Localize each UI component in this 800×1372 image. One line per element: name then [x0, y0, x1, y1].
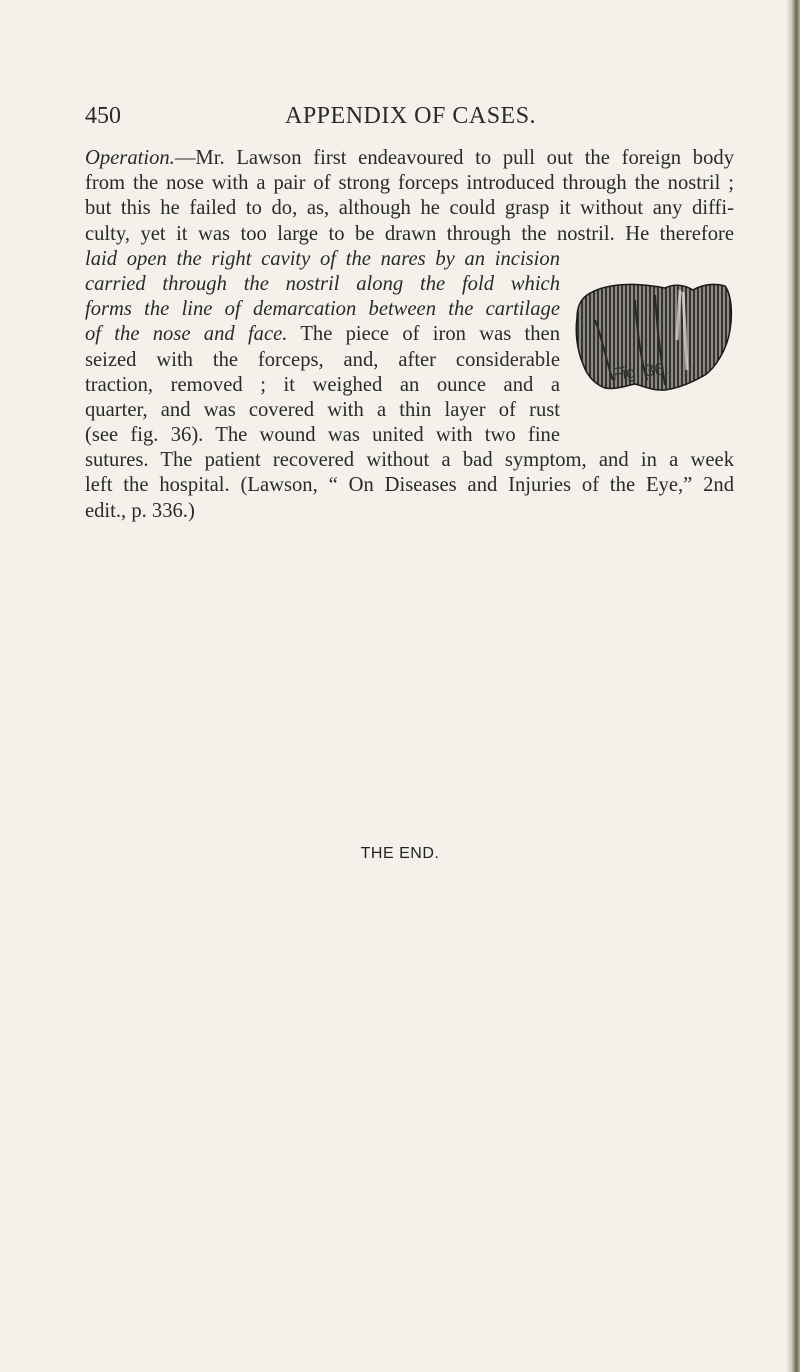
figure-iron-fragment — [565, 280, 745, 405]
text-line: (see fig. 36). The wound was united with two fine — [85, 424, 560, 447]
text-line: carried through the nostril along the fold which — [85, 272, 560, 295]
text-line: quarter, and was covered with a thin layer of rust — [85, 398, 560, 421]
text-line: left the hospital. (Lawson, “ On Diseases and Injuries of the Eye,” 2nd — [85, 474, 734, 497]
page-number: 450 — [85, 103, 121, 129]
text-line: culty, yet it was too large to be drawn through the nostril. He therefore — [85, 222, 734, 245]
text-line: but this he failed to do, as, although he could grasp it without any diffi- — [85, 197, 734, 220]
page-header — [85, 103, 725, 133]
running-title: APPENDIX OF CASES. — [285, 103, 537, 129]
text-line: seized with the forceps, and, after considerable — [85, 348, 560, 371]
text-line: from the nose with a pair of strong forceps introduced through the nostril ; — [85, 172, 734, 195]
text-line: laid open the right cavity of the nares by an incision — [85, 247, 560, 270]
text-line: Operation.—Mr. Lawson first endeavoured to pull out the foreign body — [85, 147, 734, 169]
text-line: edit., p. 336.) — [85, 499, 195, 522]
text-line: of the nose and face. The piece of iron was then — [85, 323, 560, 346]
page-edge-shadow — [786, 0, 800, 1372]
operation-heading: Operation. — [85, 147, 175, 169]
the-end-label: THE END. — [360, 845, 440, 862]
text-line: forms the line of demarcation between the cartilage — [85, 298, 560, 321]
text-line: sutures. The patient recovered without a bad symptom, and in a week — [85, 449, 734, 472]
text-line: traction, removed ; it weighed an ounce and a — [85, 373, 560, 396]
figure-caption: Fig. 36. — [611, 359, 670, 384]
